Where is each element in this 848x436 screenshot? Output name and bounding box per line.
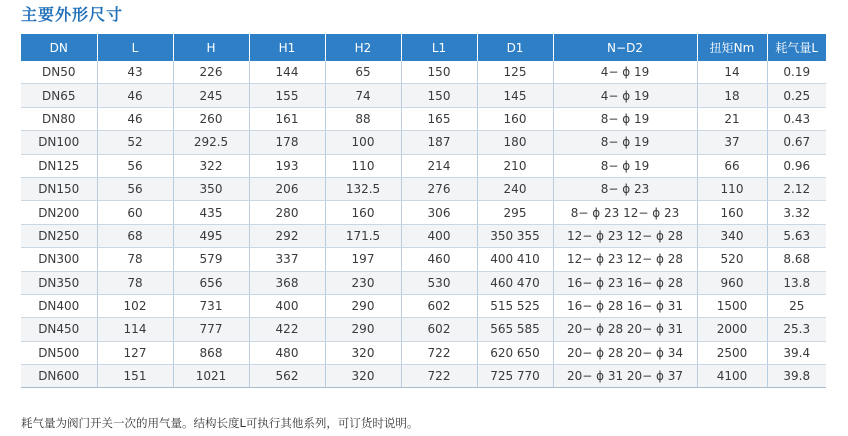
cell-h: 495 (173, 224, 249, 247)
cell-air-consumption: 0.19 (767, 61, 826, 84)
table-row (21, 61, 826, 84)
column-header-h: H (173, 34, 249, 61)
cell-d1: 620 650 (477, 341, 553, 364)
table-row (21, 84, 826, 107)
column-header-l1: L1 (401, 34, 477, 61)
cell-l: 114 (97, 318, 173, 341)
cell-torque: 21 (697, 107, 767, 130)
cell-air-consumption: 2.12 (767, 177, 826, 200)
cell-l: 46 (97, 84, 173, 107)
cell-l: 56 (97, 177, 173, 200)
table-row (21, 201, 826, 224)
cell-d1: 565 585 (477, 318, 553, 341)
cell-h1: 161 (249, 107, 325, 130)
page-title: 主要外形尺寸 (21, 5, 124, 24)
cell-l1: 306 (401, 201, 477, 224)
cell-h: 226 (173, 61, 249, 84)
cell-h1: 193 (249, 154, 325, 177)
cell-h: 350 (173, 177, 249, 200)
cell-l1: 214 (401, 154, 477, 177)
cell-dn: DN300 (21, 248, 97, 271)
cell-l1: 602 (401, 294, 477, 317)
cell-air-consumption: 25.3 (767, 318, 826, 341)
cell-h1: 562 (249, 365, 325, 388)
cell-torque: 2500 (697, 341, 767, 364)
cell-h: 260 (173, 107, 249, 130)
cell-air-consumption: 0.67 (767, 131, 826, 154)
table-row (21, 294, 826, 317)
cell-n-d2: 20− ϕ 31 20− ϕ 37 (553, 365, 697, 388)
cell-n-d2: 8− ϕ 23 12− ϕ 23 (553, 201, 697, 224)
cell-n-d2: 16− ϕ 23 16− ϕ 28 (553, 271, 697, 294)
cell-d1: 460 470 (477, 271, 553, 294)
cell-dn: DN125 (21, 154, 97, 177)
cell-n-d2: 4− ϕ 19 (553, 61, 697, 84)
footnote: 耗气量为阀门开关一次的用气量。结构长度L可执行其他系列，可订货时说明。 (21, 416, 419, 430)
cell-n-d2: 8− ϕ 19 (553, 131, 697, 154)
table-header-row (21, 34, 826, 61)
cell-l1: 150 (401, 84, 477, 107)
cell-dn: DN80 (21, 107, 97, 130)
cell-torque: 66 (697, 154, 767, 177)
cell-dn: DN65 (21, 84, 97, 107)
table-row (21, 271, 826, 294)
cell-d1: 210 (477, 154, 553, 177)
cell-l: 56 (97, 154, 173, 177)
cell-air-consumption: 39.8 (767, 365, 826, 388)
cell-l1: 187 (401, 131, 477, 154)
cell-torque: 4100 (697, 365, 767, 388)
cell-l: 52 (97, 131, 173, 154)
cell-l: 78 (97, 248, 173, 271)
cell-air-consumption: 39.4 (767, 341, 826, 364)
cell-torque: 37 (697, 131, 767, 154)
cell-dn: DN50 (21, 61, 97, 84)
cell-h2: 65 (325, 61, 401, 84)
cell-h: 731 (173, 294, 249, 317)
cell-l1: 400 (401, 224, 477, 247)
cell-air-consumption: 5.63 (767, 224, 826, 247)
cell-air-consumption: 0.25 (767, 84, 826, 107)
column-header-l: L (97, 34, 173, 61)
cell-h: 322 (173, 154, 249, 177)
cell-dn: DN350 (21, 271, 97, 294)
cell-h1: 280 (249, 201, 325, 224)
cell-d1: 515 525 (477, 294, 553, 317)
cell-l: 60 (97, 201, 173, 224)
cell-air-consumption: 3.32 (767, 201, 826, 224)
cell-air-consumption: 25 (767, 294, 826, 317)
cell-d1: 350 355 (477, 224, 553, 247)
cell-h: 1021 (173, 365, 249, 388)
column-header-dn: DN (21, 34, 97, 61)
cell-h: 579 (173, 248, 249, 271)
column-header-h2: H2 (325, 34, 401, 61)
cell-torque: 110 (697, 177, 767, 200)
cell-h2: 290 (325, 318, 401, 341)
dimensions-table (21, 34, 826, 388)
table-row (21, 365, 826, 388)
table-row (21, 224, 826, 247)
cell-h: 777 (173, 318, 249, 341)
cell-n-d2: 16− ϕ 28 16− ϕ 31 (553, 294, 697, 317)
cell-l: 151 (97, 365, 173, 388)
cell-l1: 722 (401, 365, 477, 388)
cell-dn: DN100 (21, 131, 97, 154)
cell-h1: 337 (249, 248, 325, 271)
cell-l1: 165 (401, 107, 477, 130)
cell-h2: 171.5 (325, 224, 401, 247)
cell-n-d2: 8− ϕ 19 (553, 154, 697, 177)
cell-h1: 178 (249, 131, 325, 154)
cell-l1: 276 (401, 177, 477, 200)
cell-h1: 368 (249, 271, 325, 294)
cell-h1: 144 (249, 61, 325, 84)
table-row (21, 131, 826, 154)
cell-h: 292.5 (173, 131, 249, 154)
cell-h1: 155 (249, 84, 325, 107)
cell-l: 127 (97, 341, 173, 364)
cell-h1: 292 (249, 224, 325, 247)
column-header-n-d2: N−D2 (553, 34, 697, 61)
cell-h: 245 (173, 84, 249, 107)
cell-l: 46 (97, 107, 173, 130)
cell-dn: DN200 (21, 201, 97, 224)
table-row (21, 248, 826, 271)
cell-torque: 14 (697, 61, 767, 84)
cell-air-consumption: 0.43 (767, 107, 826, 130)
cell-h1: 206 (249, 177, 325, 200)
cell-torque: 520 (697, 248, 767, 271)
column-header-air-consumption: 耗气量L (767, 34, 826, 61)
cell-torque: 160 (697, 201, 767, 224)
cell-d1: 125 (477, 61, 553, 84)
cell-n-d2: 12− ϕ 23 12− ϕ 28 (553, 248, 697, 271)
cell-n-d2: 12− ϕ 23 12− ϕ 28 (553, 224, 697, 247)
cell-dn: DN500 (21, 341, 97, 364)
table-body (21, 61, 826, 388)
cell-dn: DN600 (21, 365, 97, 388)
cell-h2: 88 (325, 107, 401, 130)
cell-l: 78 (97, 271, 173, 294)
cell-dn: DN250 (21, 224, 97, 247)
cell-h2: 74 (325, 84, 401, 107)
cell-h2: 320 (325, 365, 401, 388)
cell-l: 43 (97, 61, 173, 84)
cell-d1: 725 770 (477, 365, 553, 388)
cell-l1: 602 (401, 318, 477, 341)
cell-torque: 960 (697, 271, 767, 294)
cell-h: 435 (173, 201, 249, 224)
table-row (21, 341, 826, 364)
cell-h2: 110 (325, 154, 401, 177)
cell-d1: 180 (477, 131, 553, 154)
cell-h2: 320 (325, 341, 401, 364)
cell-h: 868 (173, 341, 249, 364)
cell-torque: 340 (697, 224, 767, 247)
cell-h2: 197 (325, 248, 401, 271)
table-row (21, 318, 826, 341)
cell-l1: 722 (401, 341, 477, 364)
table-row (21, 154, 826, 177)
cell-l1: 460 (401, 248, 477, 271)
cell-h2: 230 (325, 271, 401, 294)
cell-torque: 1500 (697, 294, 767, 317)
cell-air-consumption: 13.8 (767, 271, 826, 294)
cell-h1: 480 (249, 341, 325, 364)
cell-d1: 160 (477, 107, 553, 130)
cell-h2: 132.5 (325, 177, 401, 200)
cell-d1: 145 (477, 84, 553, 107)
cell-dn: DN400 (21, 294, 97, 317)
column-header-h1: H1 (249, 34, 325, 61)
cell-h1: 400 (249, 294, 325, 317)
table-row (21, 177, 826, 200)
cell-l: 102 (97, 294, 173, 317)
column-header-d1: D1 (477, 34, 553, 61)
cell-air-consumption: 0.96 (767, 154, 826, 177)
cell-dn: DN450 (21, 318, 97, 341)
cell-l1: 150 (401, 61, 477, 84)
cell-torque: 2000 (697, 318, 767, 341)
cell-dn: DN150 (21, 177, 97, 200)
cell-d1: 240 (477, 177, 553, 200)
column-header-torque: 扭矩Nm (697, 34, 767, 61)
cell-n-d2: 8− ϕ 19 (553, 107, 697, 130)
table-row (21, 107, 826, 130)
cell-d1: 295 (477, 201, 553, 224)
cell-h1: 422 (249, 318, 325, 341)
cell-n-d2: 4− ϕ 19 (553, 84, 697, 107)
cell-d1: 400 410 (477, 248, 553, 271)
cell-l: 68 (97, 224, 173, 247)
cell-l1: 530 (401, 271, 477, 294)
cell-torque: 18 (697, 84, 767, 107)
cell-h2: 100 (325, 131, 401, 154)
cell-n-d2: 20− ϕ 28 20− ϕ 34 (553, 341, 697, 364)
cell-air-consumption: 8.68 (767, 248, 826, 271)
cell-h2: 160 (325, 201, 401, 224)
cell-h: 656 (173, 271, 249, 294)
cell-n-d2: 8− ϕ 23 (553, 177, 697, 200)
cell-h2: 290 (325, 294, 401, 317)
cell-n-d2: 20− ϕ 28 20− ϕ 31 (553, 318, 697, 341)
